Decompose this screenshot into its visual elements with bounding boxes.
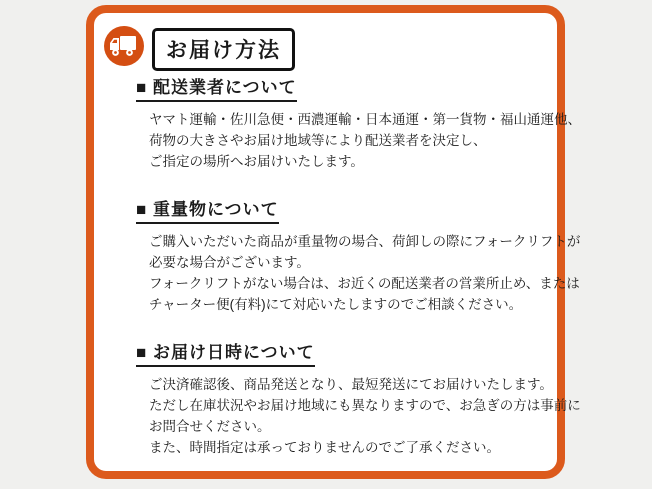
section-text-line: お問合せください。 [149, 419, 271, 434]
section-text-line: ご購入いただいた商品が重量物の場合、荷卸しの際にフォークリフトが [149, 234, 581, 249]
section-body [149, 231, 581, 315]
section-heading: ■ 重量物について [136, 195, 279, 224]
section-text-line: ご決済確認後、商品発送となり、最短発送にてお届けいたします。 [149, 377, 553, 392]
section-heading: ■ 配送業者について [136, 73, 297, 102]
delivery-schedule-section [136, 338, 581, 458]
section-text-line: ただし在庫状況やお届け地域にも異なりますので、お急ぎの方は事前に [149, 398, 581, 413]
delivery-info-panel [86, 5, 581, 479]
section-text-line: ご指定の場所へお届けいたします。 [149, 154, 364, 169]
panel-content [136, 73, 581, 481]
section-text-line: また、時間指定は承っておりませんのでご了承ください。 [149, 440, 500, 455]
section-heading: ■ お届け日時について [136, 338, 315, 367]
truck-icon-svg [104, 26, 144, 66]
section-text-line: フォークリフトがない場合は、お近くの配送業者の営業所止め、または [149, 276, 580, 291]
delivery-carriers-section [136, 73, 581, 172]
section-text-line: 必要な場合がございます。 [149, 255, 310, 270]
section-body [149, 109, 581, 172]
heavy-items-section [136, 195, 581, 315]
page-title: お届け方法 [166, 39, 281, 62]
section-body [149, 374, 581, 458]
section-text-line: ヤマト運輸・佐川急便・西濃運輸・日本通運・第一貨物・福山通運他、 [149, 112, 581, 127]
section-text-line: 荷物の大きさやお届け地域等により配送業者を決定し、 [149, 133, 487, 148]
title-box [152, 28, 295, 71]
truck-icon [104, 26, 144, 66]
section-text-line: チャーター便(有料)にて対応いたしますのでご相談ください。 [149, 297, 523, 312]
